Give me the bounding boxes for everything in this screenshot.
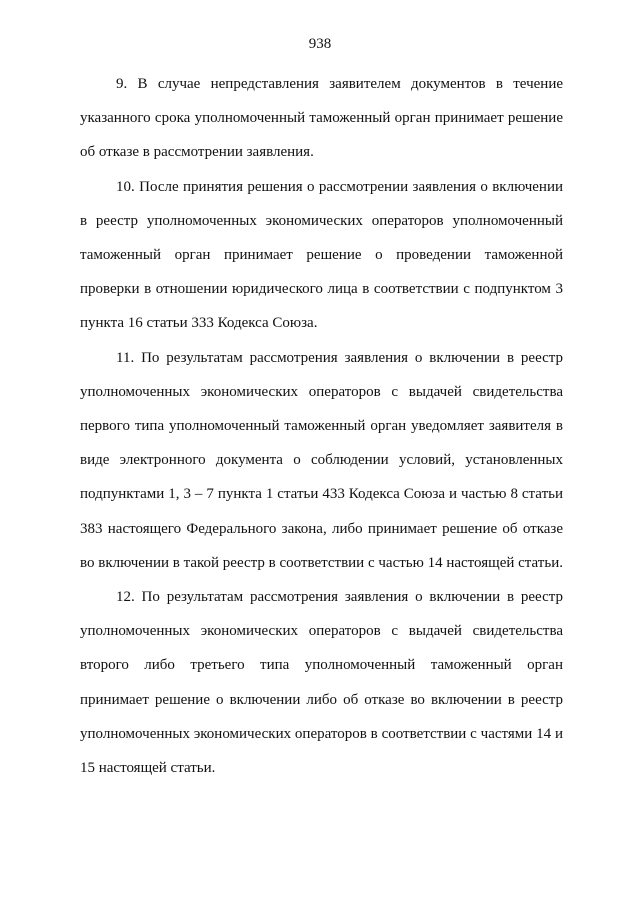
page-number: 938: [308, 36, 332, 52]
paragraph-11: 11. По результатам рассмотрения заявления о включении в реестр уполномоченных экономических операторов с выдачей свидетельства первого типа уполномоченный таможенный орган уведомляет заявителя в виде электронного документа о соблюдении условий, установленных подпунктами 1, 3 – 7 пункта 1 статьи 433 Кодекса Союза и частью 8 статьи 383 настоящего Федерального закона, либо принимает решение об отказе во включении в такой реестр в соответствии с частью 14 настоящей статьи.: [80, 349, 563, 571]
paragraph-9: 9. В случае непредставления заявителем документов в течение указанного срока уполномоченный таможенный орган принимает решение об отказе в рассмотрении заявления.: [80, 76, 563, 161]
paragraph-10: 10. После принятия решения о рассмотрении заявления о включении в реестр уполномоченных экономических операторов уполномоченный таможенный орган принимает решение о проведении таможенной проверки в отношении юридического лица в соответствии с подпунктом 3 пункта 16 статьи 333 Кодекса Союза.: [80, 178, 563, 332]
paragraph-12: 12. По результатам рассмотрения заявления о включении в реестр уполномоченных экономических операторов с выдачей свидетельства второго либо третьего типа уполномоченный таможенный орган принимает решение о включении либо об отказе во включении в реестр уполномоченных экономических операторов в соответствии с частями 14 и 15 настоящей статьи.: [80, 589, 563, 777]
document-body: [80, 67, 563, 785]
